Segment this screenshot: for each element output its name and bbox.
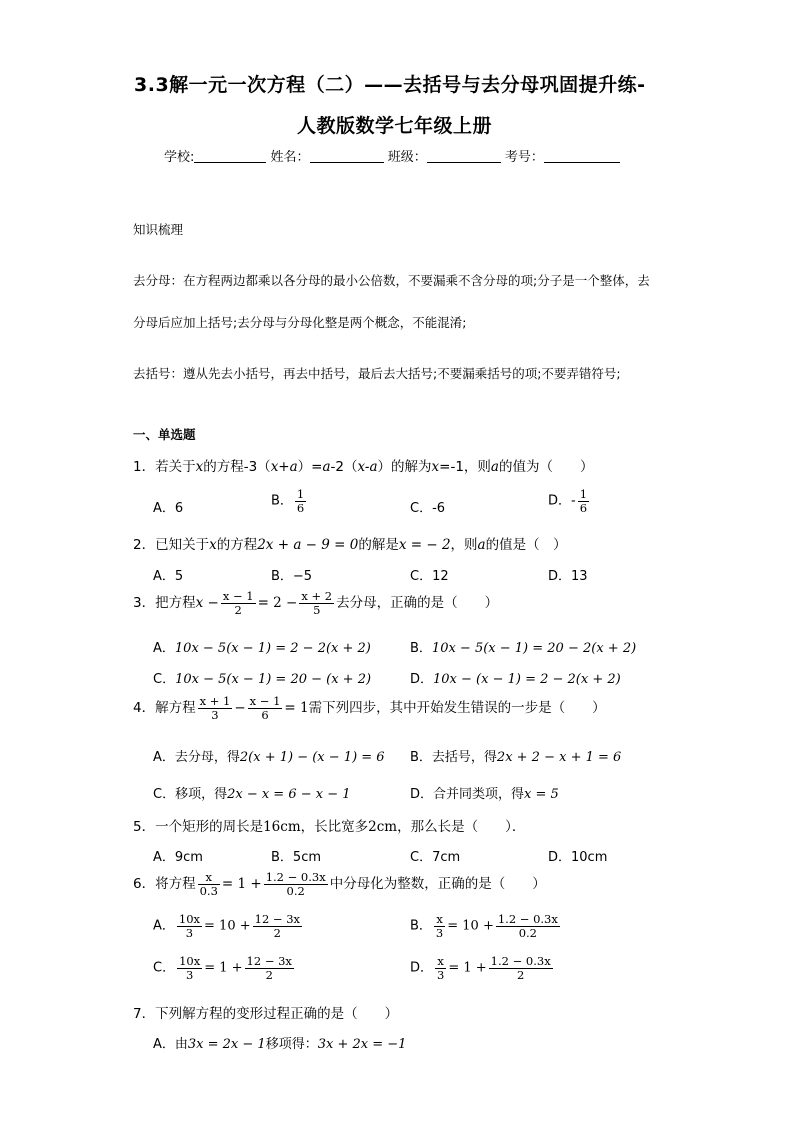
q1-option-d[interactable]: D．- $\frac{1}{6}$ (548, 487, 588, 515)
exam-no-field[interactable] (544, 150, 620, 163)
header-fields (164, 146, 620, 165)
q4-option-c[interactable]: C．移项，得2x − x = 6 − x − 1 (153, 787, 351, 802)
q5-option-d[interactable]: D．10cm (548, 850, 608, 865)
question-1: 1．若关于x的方程-3（x+a）=a-2（x-a）的解为x=-1，则a的值为（ ） (133, 459, 594, 475)
q2-option-d[interactable]: D．13 (548, 569, 588, 584)
exam-no-label: 考号： (504, 150, 544, 165)
q3-option-d[interactable]: D．10x − (x − 1) = 2 − 2(x + 2) (410, 672, 621, 687)
class-label: 班级： (387, 150, 427, 165)
question-2: 2．已知关于x的方程2x + a − 9 = 0的解是x = − 2，则a的值是（ ） (133, 537, 567, 553)
q6-option-a[interactable]: A． $\frac{10x}{3}$ = 10 + $\frac{12 - 3x}{2}$ (153, 912, 301, 940)
knowledge-p2: 去括号：遵从先去小括号，再去中括号，最后去大括号;不要漏乘括号的项;不要弄错符号; (133, 366, 621, 381)
q2-option-a[interactable]: A．5 (153, 569, 184, 584)
q1-option-c[interactable]: C．-6 (410, 501, 446, 516)
name-field[interactable] (310, 150, 384, 163)
school-field[interactable] (194, 150, 266, 163)
q2-option-c[interactable]: C．12 (410, 569, 449, 584)
page-title-line1: 3.3解一元一次方程（二）——去括号与去分母巩固提升练- (134, 74, 646, 96)
q1-option-b[interactable]: B． $\frac{1}{6}$ (271, 487, 305, 515)
q7-option-a[interactable]: A．由3x = 2x − 1移项得：3x + 2x = −1 (153, 1037, 407, 1052)
question-3: 3．把方程x − $\frac{x - 1}{2}$ = 2 − $\frac{x + 2}{5}$ 去分母，正确的是（ ） (133, 589, 499, 617)
question-6: 6．将方程 $\frac{x}{0.3}$ = 1 + $\frac{1.2 - 0.3x}{0.2}$ 中分母化为整数，正确的是（ ） (133, 870, 546, 898)
school-label: 学校: (164, 150, 195, 165)
q6-option-d[interactable]: D． $\frac{x}{3}$ = 1 + $\frac{1.2 - 0.3x}{2}$ (410, 954, 551, 982)
q4-option-a[interactable]: A．去分母，得2(x + 1) − (x − 1) = 6 (153, 750, 385, 765)
question-7: 7．下列解方程的变形过程正确的是（ ） (133, 1006, 399, 1022)
question-5: 5．一个矩形的周长是16cm，长比宽多2cm，那么长是（ ）． (133, 819, 526, 835)
name-label: 姓名： (270, 150, 310, 165)
q1-option-a[interactable]: A．6 (153, 501, 184, 516)
q2-option-b[interactable]: B．−5 (271, 569, 313, 584)
q5-option-c[interactable]: C．7cm (410, 850, 461, 865)
q3-option-b[interactable]: B．10x − 5(x − 1) = 20 − 2(x + 2) (410, 641, 637, 656)
knowledge-heading: 知识梳理 (133, 222, 184, 237)
question-4: 4．解方程 $\frac{x + 1}{3}$ − $\frac{x - 1}{6}$ = 1需下列四步，其中开始发生错误的一步是（ ） (133, 694, 606, 722)
q4-option-d[interactable]: D．合并同类项，得x = 5 (410, 787, 559, 802)
q5-option-b[interactable]: B．5cm (271, 850, 322, 865)
q6-option-b[interactable]: B． $\frac{x}{3}$ = 10 + $\frac{1.2 - 0.3x}{0.2}$ (410, 912, 558, 940)
q4-option-b[interactable]: B．去括号，得2x + 2 − x + 1 = 6 (410, 750, 622, 765)
section-title: 一、单选题 (133, 427, 196, 442)
q6-option-c[interactable]: C． $\frac{10x}{3}$ = 1 + $\frac{12 - 3x}{2}$ (153, 954, 292, 982)
class-field[interactable] (427, 150, 501, 163)
q5-option-a[interactable]: A．9cm (153, 850, 203, 865)
q3-option-c[interactable]: C．10x − 5(x − 1) = 20 − (x + 2) (153, 672, 372, 687)
page-title-line2: 人教版数学七年级上册 (297, 115, 493, 137)
knowledge-p1-line2: 分母后应加上括号;去分母与分母化整是两个概念，不能混淆; (133, 315, 467, 330)
q3-option-a[interactable]: A．10x − 5(x − 1) = 2 − 2(x + 2) (153, 641, 371, 656)
knowledge-p1-line1: 去分母：在方程两边都乘以各分母的最小公倍数，不要漏乘不含分母的项;分子是一个整体，去 (133, 273, 650, 288)
